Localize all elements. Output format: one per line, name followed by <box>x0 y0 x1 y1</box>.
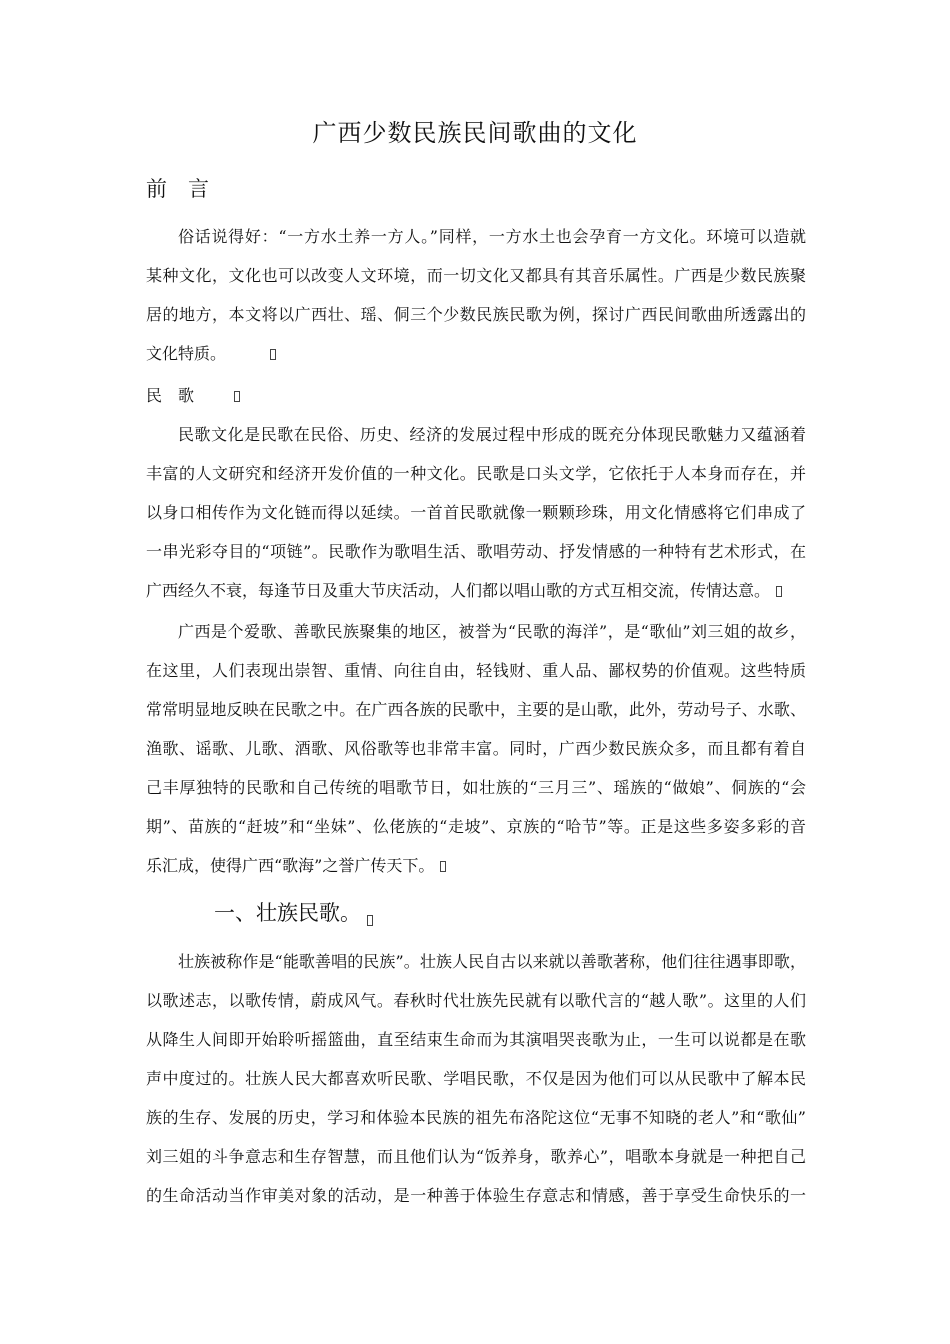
document-title: 广西少数民族民间歌曲的文化 <box>312 119 638 147</box>
text-line: 丰富的人文研究和经济开发价值的一种文化。民歌是口头文学，它依托于人本身而存在，并 <box>146 464 806 483</box>
text-line: 渔歌、谣歌、儿歌、酒歌、风俗歌等也非常丰富。同时，广西少数民族众多，而且都有着自 <box>146 739 806 758</box>
text-line <box>146 854 806 878</box>
placeholder-glyph-icon <box>367 915 373 926</box>
text-line: 常常明显地反映在民歌之中。在广西各族的民歌中，主要的是山歌，此外，劳动号子、水歌、 <box>146 700 806 719</box>
text-line: 声中度过的。壮族人民大都喜欢听民歌、学唱民歌，不仅是因为他们可以从民歌中了解本民 <box>146 1069 806 1088</box>
text-line: 某种文化，文化也可以改变人文环境，而一切文化又都具有其音乐属性。广西是少数民族聚 <box>146 266 806 285</box>
section-heading-zhuang <box>214 898 373 928</box>
preface-heading: 前 言 <box>146 177 209 201</box>
text-line: 族的生存、发展的历史，学习和体验本民族的祖先布洛陀这位“无事不知晓的老人”和“歌仙” <box>146 1108 806 1127</box>
text-line: 刘三姐的斗争意志和生存智慧，而且他们认为“饭养身，歌养心”，唱歌本身就是一种把自己 <box>146 1147 806 1166</box>
placeholder-glyph-icon <box>440 861 446 872</box>
text-line: 己丰厚独特的民歌和自己传统的唱歌节日，如壮族的“三月三”、瑶族的“做娘”、侗族的“会 <box>146 778 806 797</box>
minge-heading <box>146 384 240 408</box>
text-line: 从降生人间即开始聆听摇篮曲，直至结束生命而为其演唱哭丧歌为止，一生可以说都是在歌 <box>146 1030 806 1049</box>
text-line: 民歌文化是民歌在民俗、历史、经济的发展过程中形成的既充分体现民歌魅力又蕴涵着 <box>178 425 806 444</box>
text-line: 在这里，人们表现出崇智、重情、向往自由，轻钱财、重人品、鄙权势的价值观。这些特质 <box>146 661 806 680</box>
text-line-content: 广西经久不衰，每逢节日及重大节庆活动，人们都以唱山歌的方式互相交流，传情达意。 <box>146 581 771 600</box>
text-line: 广西是个爱歌、善歌民族聚集的地区，被誉为“民歌的海洋”，是“歌仙”刘三姐的故乡， <box>178 622 806 641</box>
text-line: 期”、苗族的“赶坡”和“坐妹”、仫佬族的“走坡”、京族的“哈节”等。正是这些多姿多彩的音 <box>146 817 806 836</box>
minge-heading-text: 民 歌 <box>146 386 195 405</box>
section-heading-text: 一、壮族民歌。 <box>214 901 361 925</box>
text-line: 壮族被称作是“能歌善唱的民族”。壮族人民自古以来就以善歌著称，他们往往遇事即歌， <box>178 952 806 971</box>
text-line: 的生命活动当作审美对象的活动，是一种善于体验生存意志和情感，善于享受生命快乐的一 <box>146 1186 806 1205</box>
text-line <box>146 579 806 603</box>
placeholder-glyph-icon <box>234 391 240 402</box>
text-line <box>146 342 806 366</box>
text-line: 以身口相传作为文化链而得以延续。一首首民歌就像一颗颗珍珠，用文化情感将它们串成了 <box>146 503 806 522</box>
text-line: 居的地方，本文将以广西壮、瑶、侗三个少数民族民歌为例，探讨广西民间歌曲所透露出的 <box>146 305 806 324</box>
placeholder-glyph-icon <box>776 586 782 597</box>
placeholder-glyph-icon <box>270 349 276 360</box>
text-line-content: 文化特质。 <box>146 344 227 363</box>
text-line: 一串光彩夺目的“项链”。民歌作为歌唱生活、歌唱劳动、抒发情感的一种特有艺术形式，在 <box>146 542 806 561</box>
text-line: 以歌述志，以歌传情，蔚成风气。春秋时代壮族先民就有以歌代言的“越人歌”。这里的人们 <box>146 991 806 1010</box>
text-line-content: 乐汇成，使得广西“歌海”之誉广传天下。 <box>146 856 435 875</box>
text-line: 俗话说得好：“一方水土养一方人。”同样，一方水土也会孕育一方文化。环境可以造就 <box>178 227 806 246</box>
